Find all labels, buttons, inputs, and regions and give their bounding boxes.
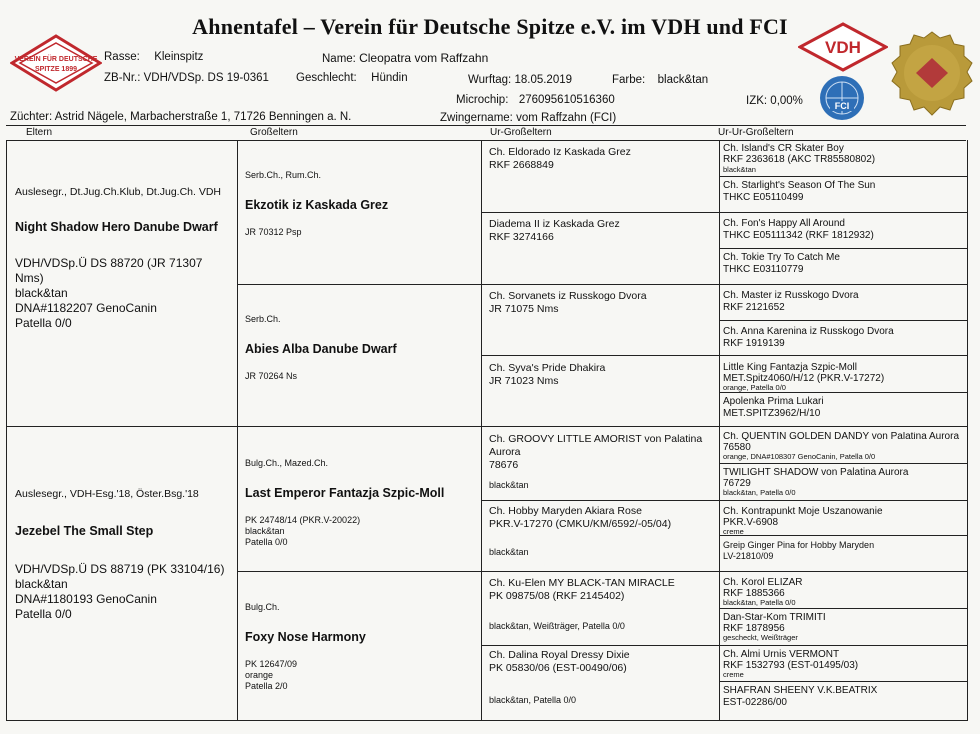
svg-text:VEREIN FÜR DEUTSCHE: VEREIN FÜR DEUTSCHE [14,56,98,63]
vdh-logo [798,22,888,72]
grandparent-color: black&tan [245,526,285,536]
gggp-name: TWILIGHT SHADOW von Palatina Aurora [723,467,909,478]
gggp-name: Ch. QUENTIN GOLDEN DANDY von Palatina Aurora [723,432,960,442]
dam-patella: Patella 0/0 [15,607,72,621]
gggp-reg: RKF 1878956 [723,623,785,634]
gggp-name: SHAFRAN SHEENY V.K.BEATRIX [723,685,878,696]
svg-text:SPITZE 1899: SPITZE 1899 [34,66,78,73]
sire-dna: DNA#1182207 GenoCanin [15,301,157,315]
ggg-14 [723,612,965,644]
ggg-10 [723,467,965,499]
gggp-reg: EST-02286/00 [723,697,787,708]
ggp-extra: black&tan [489,480,529,490]
ggg-4 [723,252,965,286]
fci-logo [818,74,866,122]
gggp-extra: black&tan, Patella 0/0 [723,598,796,607]
wurftag-label: Wurftag: [468,74,512,86]
gggp-extra: black&tan [723,165,756,174]
zwingername-label: Zwingername: [440,112,513,124]
great-grandparent-1 [489,146,717,210]
ggp-reg: PK 09875/08 (RKF 2145402) [489,590,625,602]
ggg-6 [723,326,965,360]
ggg-16 [723,685,965,719]
grandparent-4 [245,602,477,692]
gggp-name: Ch. Starlight's Season Of The Sun [723,180,876,191]
gold-seal [890,30,974,120]
ggp-name: Ch. Hobby Maryden Akiara Rose [489,505,642,517]
great-grandparent-2 [489,218,717,282]
ggg-9 [723,432,965,463]
grandparent-2 [245,314,477,382]
gggp-name: Dan-Star-Kom TRIMITI [723,612,826,623]
gggp-reg: MET.Spitz4060/H/12 (PKR.V-17272) [723,373,885,384]
microchip-value: 276095610516360 [518,94,615,106]
ggg-7 [723,362,965,392]
ggg-3 [723,218,965,248]
gggp-reg: RKF 1532793 (EST-01495/03) [723,660,859,671]
gggp-name: Ch. Korol ELIZAR [723,577,803,588]
grandparent-reg: PK 24748/14 (PKR.V-20022) [245,515,361,525]
gggp-reg: RKF 1885366 [723,588,785,599]
column-grosseltern: Großeltern [250,127,298,138]
club-logo [10,34,102,92]
gggp-name: Little King Fantazja Szpic-Moll [723,362,857,373]
gggp-name: Ch. Anna Karenina iz Russkogo Dvora [723,326,894,337]
zb-label: ZB-Nr.: [104,72,141,84]
gggp-reg: RKF 1919139 [723,338,785,349]
great-grandparent-5 [489,433,717,499]
ggp-extra: black&tan [489,547,529,557]
gggp-reg: 76729 [723,478,751,489]
grandparent-name: Foxy Nose Harmony [245,630,366,644]
gggp-reg: THKC E05110499 [723,192,804,203]
rasse-value: Kleinspitz [154,51,204,63]
grandparent-reg: PK 12647/09 [245,659,298,669]
sire-name: Night Shadow Hero Danube Dwarf [15,220,218,234]
zuechter-label: Züchter: [10,111,53,123]
grandparent-patella: Patella 0/0 [245,537,288,547]
grandparent-titles: Bulg.Ch. [245,602,280,612]
grandparent-1 [245,170,477,238]
grandparent-titles: Bulg.Ch., Mazed.Ch. [245,458,329,468]
column-header-row [6,125,966,141]
ggp-reg: JR 71075 Nms [489,303,559,315]
gggp-extra: orange, Patella 0/0 [723,383,786,392]
great-grandparent-3 [489,290,717,354]
ggp-name: Ch. Dalina Royal Dressy Dixie [489,649,630,661]
ggg-15 [723,649,965,681]
ggg-13 [723,577,965,608]
gggp-name: Ch. Fon's Happy All Around [723,218,845,229]
gggp-extra: orange, DNA#108307 GenoCanin, Patella 0/0 [723,452,876,461]
parent-sire [15,186,231,331]
name-value: Cleopatra vom Raffzahn [359,51,489,65]
column-ur-grosseltern: Ur-Großeltern [490,127,552,138]
great-grandparent-7 [489,577,717,643]
ggg-12 [723,540,965,570]
ggp-name: Diadema II iz Kaskada Grez [489,218,620,230]
geschlecht-label: Geschlecht: [296,72,357,84]
column-eltern: Eltern [26,127,53,138]
wurftag-value: 18.05.2019 [514,74,573,86]
ggp-name: Ch. Syva's Pride Dhakira [489,362,606,374]
pedigree-table [6,140,968,721]
ggg-2 [723,180,965,214]
grandparent-name: Last Emperor Fantazja Szpic-Moll [245,486,445,500]
dam-name: Jezebel The Small Step [15,524,154,538]
ggp-extra: black&tan, Patella 0/0 [489,695,577,705]
grandparent-3 [245,458,477,548]
grandparent-titles: Serb.Ch. [245,314,281,324]
gggp-reg: LV-21810/09 [723,551,774,561]
gggp-name: Greip Ginger Pina for Hobby Maryden [723,540,875,550]
sire-patella: Patella 0/0 [15,316,72,330]
sire-titles: Auslesegr., Dt.Jug.Ch.Klub, Dt.Jug.Ch. VDH [15,186,222,198]
ggp-name: Ch. Eldorado Iz Kaskada Grez [489,146,631,158]
farbe-value: black&tan [657,74,709,86]
zwingername-value: vom Raffzahn (FCI) [516,112,617,124]
gggp-name: Ch. Master iz Russkogo Dvora [723,290,859,301]
gggp-reg: THKC E05111342 (RKF 1812932) [723,230,874,241]
ggp-reg: PK 05830/06 (EST-00490/06) [489,662,627,674]
grandparent-reg: JR 70312 Psp [245,227,302,237]
ggp-reg: 78676 [489,459,519,471]
gggp-extra: gescheckt, Weißträger [723,633,798,642]
ggp-reg: RKF 2668849 [489,159,554,171]
zuechter-value: Astrid Nägele, Marbacherstraße 1, 71726 Benningen a. N. [54,111,352,123]
farbe-label: Farbe: [612,74,646,86]
ggg-8 [723,396,965,426]
ggg-5 [723,290,965,320]
izk-value: 0,00% [770,95,803,107]
izk-label: IZK: [746,95,768,107]
rasse-label: Rasse: [104,51,140,63]
gggp-reg: PKR.V-6908 [723,517,779,528]
ggp-name: Ch. Sorvanets iz Russkogo Dvora [489,290,647,302]
fci-logo-text: FCI [834,101,850,111]
ggp-name: Ch. GROOVY LITTLE AMORIST von Palatina Aurora [489,433,703,458]
ggg-1 [723,143,965,176]
ggp-extra: black&tan, Weißträger, Patella 0/0 [489,621,625,631]
gggp-reg: MET.SPITZ3962/H/10 [723,408,821,419]
gggp-name: Ch. Island's CR Skater Boy [723,143,844,154]
dam-reg: VDH/VDSp.Ü DS 88719 (PK 33104/16) [15,562,225,576]
gggp-extra: black&tan, Patella 0/0 [723,488,796,497]
sire-color: black&tan [15,286,68,300]
gggp-extra: creme [723,670,744,679]
grandparent-color: orange [245,670,274,680]
gggp-reg: RKF 2121652 [723,302,785,313]
ggg-11 [723,506,965,535]
gggp-reg: RKF 2363618 (AKC TR85580802) [723,154,876,165]
gggp-reg: 76580 [723,442,751,453]
great-grandparent-4 [489,362,717,424]
gggp-reg: THKC E03110779 [723,264,804,275]
dam-titles: Auslesegr., VDH-Esg.'18, Öster.Bsg.'18 [15,488,199,500]
gggp-extra: creme [723,527,744,535]
gggp-name: Ch. Kontrapunkt Moje Uszanowanie [723,506,883,517]
geschlecht-value: Hündin [371,72,408,84]
gggp-name: Ch. Tokie Try To Catch Me [723,252,840,263]
parent-dam [15,488,231,622]
ggp-reg: PKR.V-17270 (CMKU/KM/6592/-05/04) [489,518,672,530]
dam-dna: DNA#1180193 GenoCanin [15,592,157,606]
gggp-name: Apolenka Prima Lukari [723,396,824,407]
grandparent-name: Ekzotik iz Kaskada Grez [245,198,389,212]
grandparent-patella: Patella 2/0 [245,681,288,691]
sire-reg: VDH/VDSp.Ü DS 88720 (JR 71307 Nms) [15,256,203,285]
vdh-logo-text: VDH [825,38,861,57]
grandparent-name: Abies Alba Danube Dwarf [245,342,397,356]
name-label: Name: [322,53,356,65]
page-title: Ahnentafel – Verein für Deutsche Spitze e.V. im VDH und FCI [192,14,788,39]
ggp-name: Ch. Ku-Elen MY BLACK-TAN MIRACLE [489,577,675,589]
ggp-reg: JR 71023 Nms [489,375,559,387]
grandparent-reg: JR 70264 Ns [245,371,298,381]
column-ur-ur-grosseltern: Ur-Ur-Großeltern [718,127,794,138]
grandparent-titles: Serb.Ch., Rum.Ch. [245,170,322,180]
microchip-label: Microchip: [456,94,509,106]
dam-color: black&tan [15,577,68,591]
zb-value: VDH/VDSp. DS 19-0361 [143,72,269,84]
great-grandparent-8 [489,649,717,717]
gggp-name: Ch. Almi Urnis VERMONT [723,649,840,660]
great-grandparent-6 [489,505,717,569]
ggp-reg: RKF 3274166 [489,231,554,243]
